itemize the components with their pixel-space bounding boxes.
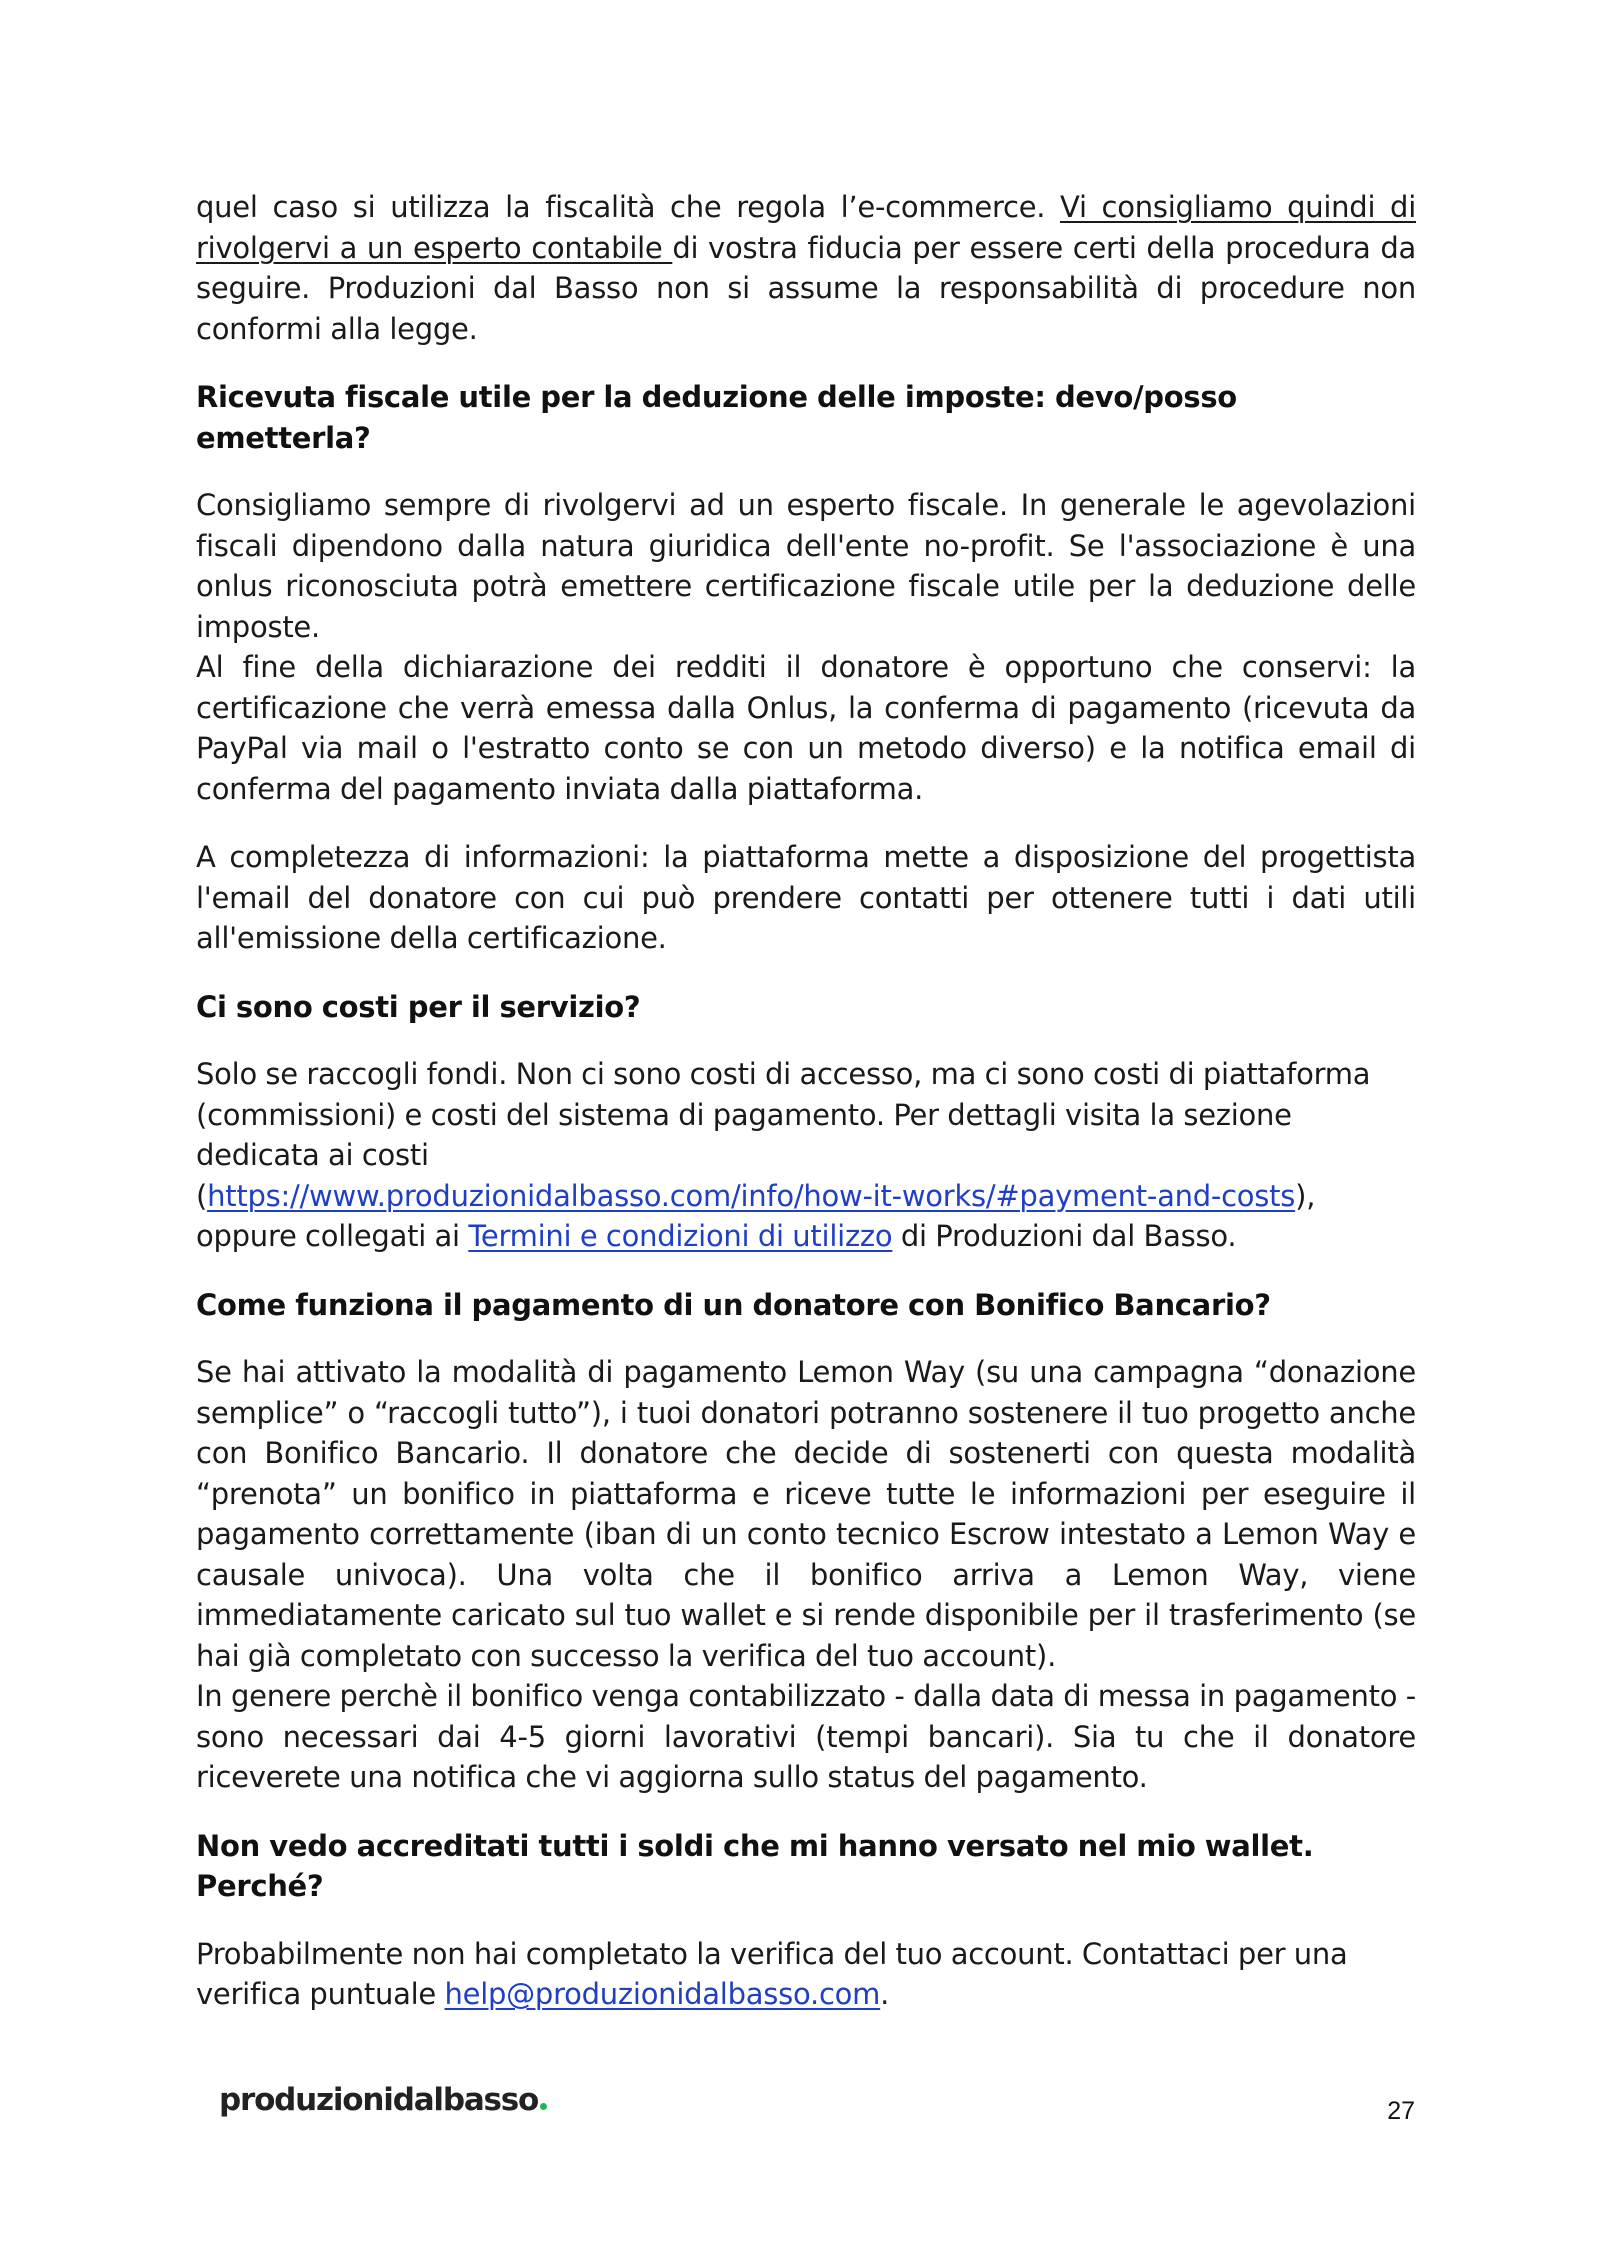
heading-tax-receipt: Ricevuta fiscale utile per la deduzione delle imposte: devo/posso emetterla? — [196, 380, 1237, 455]
accountant-advice-link[interactable]: Vi consigliamo quindi di rivolgervi a un esperto contabile — [196, 190, 1417, 265]
paragraph-text: ), — [1295, 1178, 1316, 1213]
paragraph-text: quel caso si utilizza la fiscalità che regola l’e-commerce. — [196, 190, 1061, 224]
brand-logo — [219, 2082, 547, 2118]
paragraph-ecommerce — [196, 187, 1416, 349]
paragraph-text: dedicata ai costi — [196, 1138, 429, 1172]
paragraph-text: ( — [196, 1178, 208, 1213]
heading-service-costs: Ci sono costi per il servizio? — [196, 989, 641, 1024]
terms-conditions-link[interactable]: Termini e condizioni di utilizzo — [468, 1219, 893, 1253]
paragraph-text: oppure collegati ai — [196, 1219, 469, 1253]
paragraph-text: (commissioni) e costi del sistema di pagamento. Per dettagli visita la sezione — [196, 1097, 1292, 1132]
paragraph-text: di Produzioni dal Basso. — [892, 1219, 1237, 1253]
logo-dot-icon — [540, 2103, 547, 2110]
help-email-link[interactable]: help@produzionidalbasso.com — [444, 1977, 881, 2011]
paragraph-bank-transfer: Se hai attivato la modalità di pagamento Lemon Way (su una campagna “donazione semplice” o “raccogli tutto”), i tuoi donatori potranno sostenere il tuo progetto anche con Bonifico Bancario. Il donatore che decide di sostenerti con questa modalità “prenota” un bonifico in piattaforma e riceve tutte le informazioni per eseguire il pagamento correttamente (iban di un conto tecnico Escrow intestato a Lemon Way e causale univoca). Una volta che il bonifico arriva a Lemon Way, viene immediatamente caricato sul tuo wallet e si rende disponibile per il trasferimento (se hai già completato con successo la verifica del tuo account). — [196, 1355, 1416, 1673]
paragraph-tax-advice: Consigliamo sempre di rivolgervi ad un esperto fiscale. In generale le agevolazioni fiscali dipendono dalla natura giuridica dell'ente no-profit. Se l'associazione è una onlus riconosciuta potrà emettere certificazione fiscale utile per la deduzione delle imposte. — [196, 488, 1416, 644]
paragraph-costs — [196, 1054, 1416, 1257]
paragraph-text: . — [880, 1977, 890, 2011]
logo-text: produzionidalbasso — [219, 2082, 539, 2118]
paragraph-donor-email: A completezza di informazioni: la piattaforma mette a disposizione del progettista l'email del donatore con cui può prendere contatti per ottenere tutti i dati utili all'emissione della certificazione. — [196, 840, 1416, 955]
paragraph-account-verification — [196, 1934, 1416, 2015]
heading-bank-transfer: Come funziona il pagamento di un donatore con Bonifico Bancario? — [196, 1287, 1271, 1322]
page-body — [196, 187, 1416, 2043]
heading-wallet-credit: Non vedo accreditati tutti i soldi che mi hanno versato nel mio wallet. Perché? — [196, 1828, 1314, 1903]
paragraph-text: di vostra fiducia per essere certi della procedura da seguire. Produzioni dal Basso non si assume la responsabilità di procedure non conformi alla legge. — [196, 230, 1416, 346]
paragraph-text: Probabilmente non hai completato la verifica del tuo account. Contattaci per una verifica puntuale — [196, 1936, 1348, 2011]
page-number: 27 — [1387, 2097, 1415, 2125]
paragraph-donor-documents: Al fine della dichiarazione dei redditi il donatore è opportuno che conservi: la certificazione che verrà emessa dalla Onlus, la conferma di pagamento (ricevuta da PayPal via mail o l'estratto conto se con un metodo diverso) e la notifica email di conferma del pagamento inviata dalla piattaforma. — [196, 650, 1416, 806]
paragraph-transfer-timing: In genere perchè il bonifico venga contabilizzato - dalla data di messa in pagamento - sono necessari dai 4-5 giorni lavorativi (tempi bancari). Sia tu che il donatore riceverete una notifica che vi aggiorna sullo status del pagamento. — [196, 1679, 1416, 1794]
costs-page-link[interactable]: https://www.produzionidalbasso.com/info/how-it-works/#payment-and-costs — [207, 1178, 1296, 1213]
paragraph-text: Solo se raccogli fondi. Non ci sono costi di accesso, ma ci sono costi di piattaforma — [196, 1057, 1371, 1091]
